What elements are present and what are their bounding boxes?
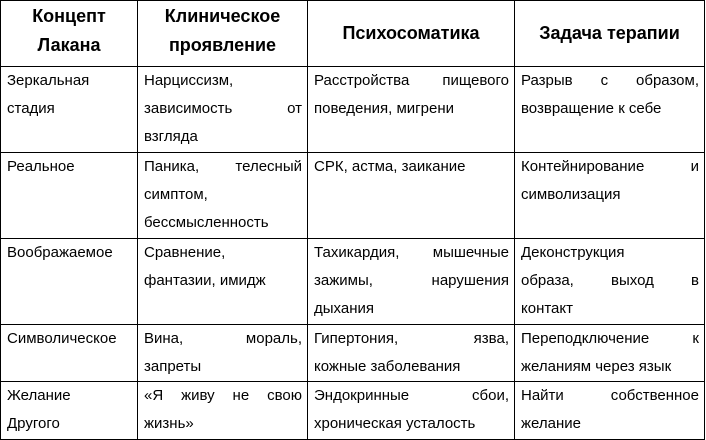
cell-therapy: Переподключение к желаниям через язык <box>515 325 705 382</box>
cell-concept: Символическое <box>1 325 138 382</box>
cell-clinical: Сравнение, фантазии, имидж <box>138 239 308 325</box>
cell-psychosomatic: Эндокринные сбои, хроническая усталость <box>308 382 515 440</box>
cell-therapy: Контейнирование и символизация <box>515 153 705 239</box>
cell-concept: Реальное <box>1 153 138 239</box>
cell-therapy: Найти собственное желание <box>515 382 705 440</box>
cell-clinical: Паника, телесный симптом, бессмысленность <box>138 153 308 239</box>
header-therapy: Задача терапии <box>515 1 705 67</box>
cell-psychosomatic: СРК, астма, заикание <box>308 153 515 239</box>
table-row <box>1 325 705 382</box>
cell-clinical: «Я живу не свою жизнь» <box>138 382 308 440</box>
cell-psychosomatic: Расстройства пищевого поведения, мигрени <box>308 67 515 153</box>
cell-therapy: Деконструкция образа, выход в контакт <box>515 239 705 325</box>
cell-psychosomatic: Гипертония, язва, кожные заболевания <box>308 325 515 382</box>
header-concept: Концепт Лакана <box>1 1 138 67</box>
header-row <box>1 1 705 67</box>
cell-concept: Зеркальная стадия <box>1 67 138 153</box>
header-clinical: Клиническое проявление <box>138 1 308 67</box>
cell-therapy: Разрыв с образом, возвращение к себе <box>515 67 705 153</box>
header-psychosomatic: Психосоматика <box>308 1 515 67</box>
table-row <box>1 153 705 239</box>
table-row <box>1 67 705 153</box>
table-row <box>1 239 705 325</box>
cell-concept: Воображаемое <box>1 239 138 325</box>
cell-clinical: Нарциссизм, зависимость от взгляда <box>138 67 308 153</box>
cell-concept: Желание Другого <box>1 382 138 440</box>
cell-psychosomatic: Тахикардия, мышечные зажимы, нарушения дыхания <box>308 239 515 325</box>
table-row <box>1 382 705 440</box>
cell-clinical: Вина, мораль, запреты <box>138 325 308 382</box>
